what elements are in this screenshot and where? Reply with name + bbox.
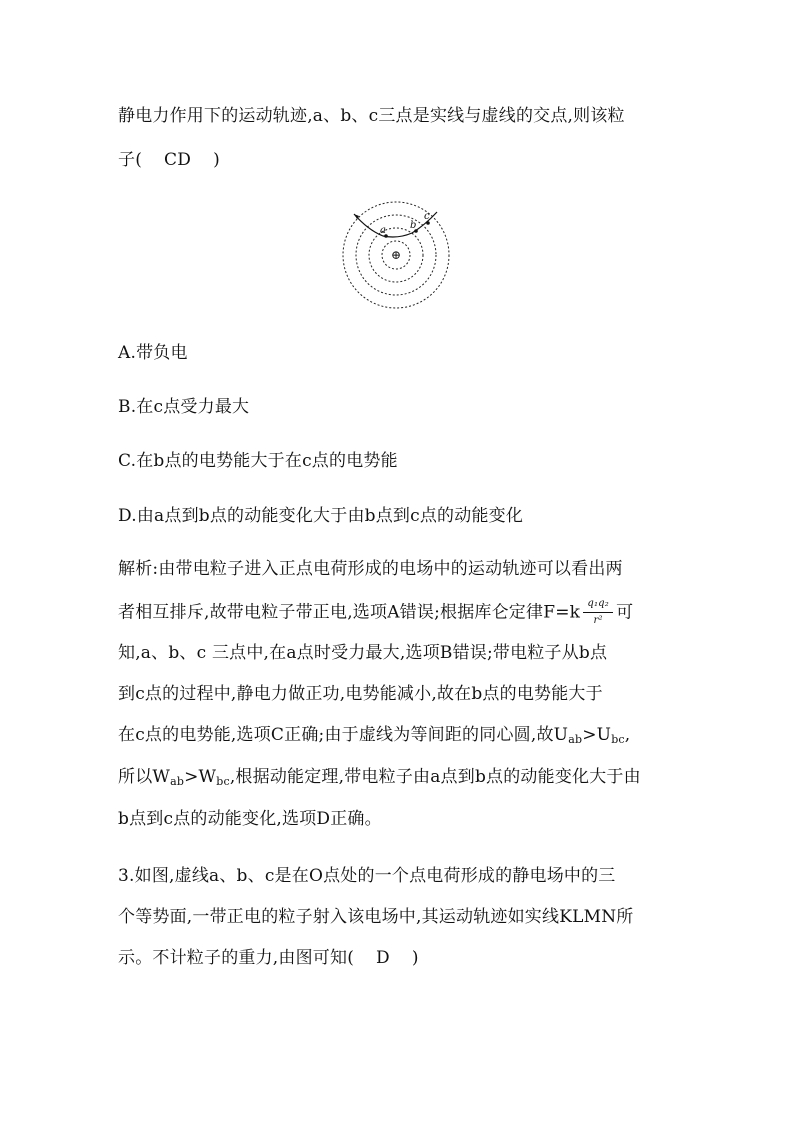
question3-line-1: 3.如图,虚线a、b、c是在O点处的一个点电荷形成的静电场中的三 <box>118 866 616 886</box>
fraction-denominator: r² <box>593 615 603 626</box>
analysis-line-5-end: , <box>624 725 631 745</box>
intro-suffix: ) <box>213 150 220 170</box>
question3-answer: D <box>376 948 390 968</box>
analysis-line-6-suffix: ,根据动能定理,带电粒子由a点到b点的动能变化大于由 <box>229 767 641 787</box>
analysis-line-2 <box>118 598 698 628</box>
analysis-line-5-prefix: 在c点的电势能,选项C正确;由于虚线为等间距的同心圆,故U <box>118 725 569 745</box>
option-d: D.由a点到b点的动能变化大于由b点到c点的动能变化 <box>118 506 524 526</box>
intro-line-2 <box>118 148 698 172</box>
option-a: A.带负电 <box>118 343 188 363</box>
analysis-line-4: 到c点的过程中,静电力做正功,电势能减小,故在b点的电势能大于 <box>118 684 603 704</box>
greater-than-w: >W <box>184 767 217 787</box>
analysis-line-5 <box>118 723 698 752</box>
analysis-line-6 <box>118 765 698 794</box>
question3-line-3 <box>118 946 698 970</box>
option-b: B.在c点受力最大 <box>118 397 250 417</box>
intro-line-1: 静电力作用下的运动轨迹,a、b、c三点是实线与虚线的交点,则该粒 <box>118 106 625 126</box>
analysis-line-7: b点到c点的动能变化,选项D正确。 <box>118 809 382 829</box>
analysis-line-2-prefix: 者相互排斥,故带电粒子带正电,选项A错误;根据库仑定律F=k <box>118 602 581 623</box>
analysis-line-6-prefix: 所以W <box>118 767 171 787</box>
analysis-line-2-suffix: 可 <box>616 602 634 623</box>
point-c-label: c <box>424 211 430 222</box>
greater-than-u: >U <box>582 725 612 745</box>
point-a-label: a <box>380 225 386 236</box>
question3-suffix: ) <box>411 948 419 968</box>
w-subscript-ab: ab <box>170 775 185 788</box>
w-subscript-bc: bc <box>216 775 230 788</box>
u-subscript-bc: bc <box>611 733 625 746</box>
positive-charge-icon: ⊕ <box>390 248 402 262</box>
question3-line-2: 个等势面,一带正电的粒子射入该电场中,其运动轨迹如实线KLMN所 <box>118 907 634 927</box>
analysis-line-3: 知,a、b、c 三点中,在a点时受力最大,选项B错误;带电粒子从b点 <box>118 643 608 663</box>
analysis-line-1: 解析:由带电粒子进入正点电荷形成的电场中的运动轨迹可以看出两 <box>118 559 623 579</box>
u-subscript-ab: ab <box>568 733 583 746</box>
field-diagram <box>330 200 460 320</box>
point-b-label: b <box>410 220 417 231</box>
fraction-numerator: q₁q₂ <box>587 598 609 609</box>
coulomb-fraction <box>581 598 615 628</box>
answer-label: CD <box>164 150 192 170</box>
intro-prefix: 子( <box>118 150 143 170</box>
question3-prefix: 示。不计粒子的重力,由图可知( <box>118 948 355 968</box>
option-c: C.在b点的电势能大于在c点的电势能 <box>118 451 398 471</box>
